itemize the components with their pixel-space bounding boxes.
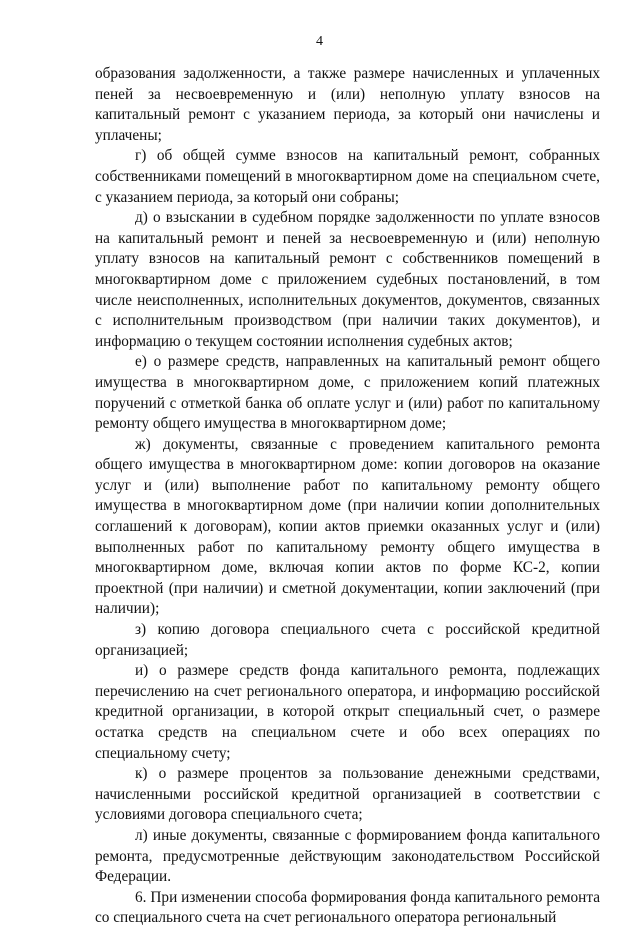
paragraph-continuation: образования задолженности, а также размере начисленных и уплаченных пеней за несвоевременную и (или) неполную уплату взносов на капитальный ремонт с указанием периода, за который они начислены и уплачены;: [95, 65, 600, 144]
paragraph-item-e: е) о размере средств, направленных на капитальный ремонт общего имущества в многоквартирном доме, с приложением копий платежных поручений с отметкой банка об оплате услуг и (или) работ по капитальному ремонту общего имущества в многоквартирном доме;: [95, 353, 600, 433]
paragraph-item-zh: ж) документы, связанные с проведением капитального ремонта общего имущества в многоквартирном доме: копии договоров на оказание услуг и (или) выполнение работ по капитальному ремонту общего имущества в многоквартирном доме (при наличии копии дополнительных соглашений к договорам), копии актов приемки оказанных услуг и (или) выполненных работ по капитальному ремонту общего имущества в многоквартирном доме, включая копии актов по форме КС-2, копии проектной (при наличии) и сметной документации, копии заключений (при наличии);: [95, 435, 600, 618]
document-body: [95, 64, 600, 929]
paragraph-item-l: л) иные документы, связанные с формированием фонда капитального ремонта, предусмотренные действующим законодательством Российской Федерации.: [95, 826, 600, 886]
paragraph-item-d: д) о взыскании в судебном порядке задолженности по уплате взносов на капитальный ремонт и пеней за несвоевременную и (или) неполную уплату взносов на капитальный ремонт с собственников помещений в многоквартирном доме с приложением судебных постановлений, в том числе неисполненных, исполнительных документов, документов, связанных с исполнительным производством (при наличии таких документов), и информацию о текущем состоянии исполнения судебных актов;: [95, 209, 600, 350]
paragraph-section-6: 6. При изменении способа формирования фонда капитального ремонта со специального счета на счет регионального оператора региональный: [95, 888, 600, 927]
paragraph-item-i: и) о размере средств фонда капитального ремонта, подлежащих перечислению на счет регионального оператора, и информацию российской кредитной организации, в которой открыт специальный счет, о размере остатка средств на специальном счете и обо всех операциях по специальному счету;: [95, 662, 600, 762]
paragraph-item-g: г) об общей сумме взносов на капитальный ремонт, собранных собственниками помещений в многоквартирном доме на специальном счете, с указанием периода, за который они собраны;: [95, 147, 600, 206]
page-number: 4: [316, 34, 323, 49]
paragraph-item-z: з) копию договора специального счета с российской кредитной организацией;: [95, 621, 600, 659]
paragraph-item-k: к) о размере процентов за пользование денежными средствами, начисленными российской кредитной организацией в соответствии с условиями договора специального счета;: [95, 765, 600, 824]
